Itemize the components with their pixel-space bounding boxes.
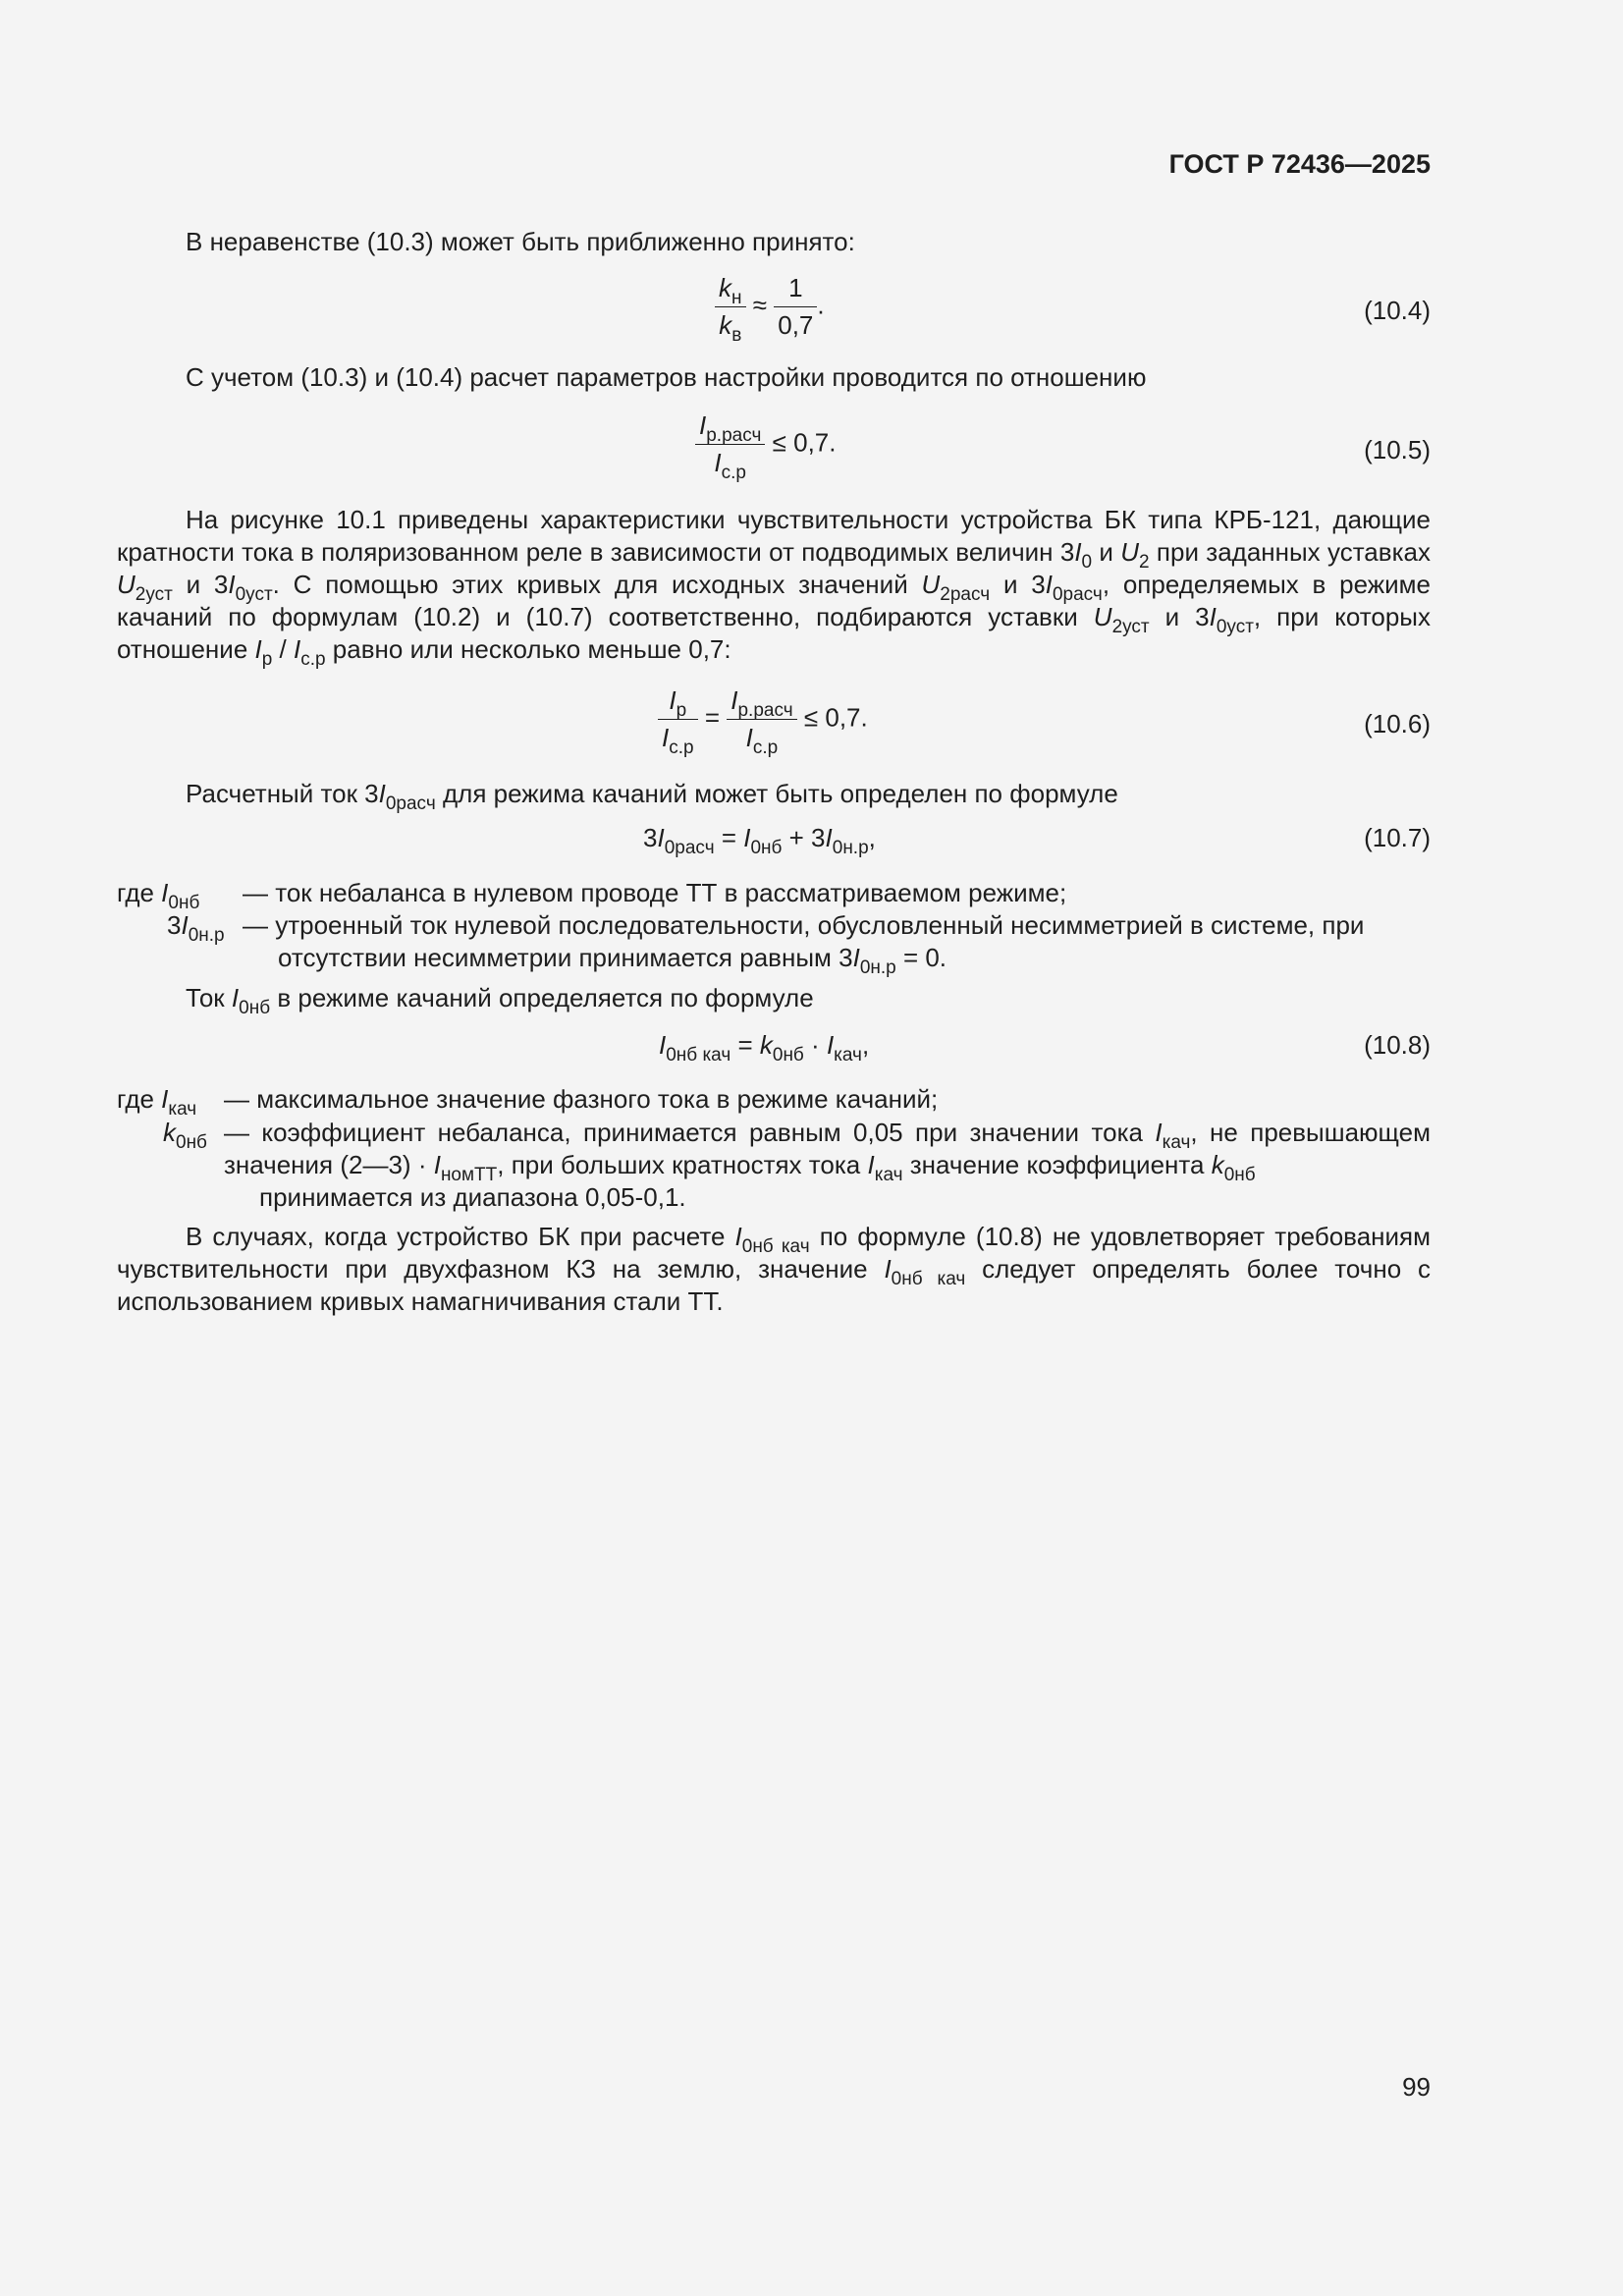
- paragraph-5: Ток $I_{0нб}$ в режиме качаний определяется по формуле: [186, 983, 814, 1018]
- paragraph-3: На рисунке 10.1 приведены характеристики чувствительности устройства БК типа КРБ-121, дающие кратности тока в поляризованном реле в зависимости от подводимых величин $3I_0$ и $U_2$ при заданных уставках $U_{2уст}$ и $3I_{0уст}$. С помощью этих кривых для исходных значений $U_{2расч}$ и $3I_{0расч}$, определяемых в режиме качаний по формулам (10.2) и (10.7) соответственно, подбираются уставки $U_{2уст}$ и $3I_{0уст}$, при которых отношение $I_р / I_{с.р}$ равно или несколько меньше 0,7:: [117, 505, 1431, 670]
- definition-text-3i0np: — утроенный ток нулевой последовательности, обусловленный несимметрией в системе, при: [243, 910, 1365, 940]
- paragraph-2: С учетом (10.3) и (10.4) расчет параметров настройки проводится по отношению: [186, 362, 1147, 392]
- document-header: ГОСТ Р 72436—2025: [1168, 149, 1431, 179]
- definition-term-3i0np: $3I_{0н.р}$: [167, 910, 225, 946]
- definition-text-k0nb-cont: принимается из диапазона 0,05-0,1.: [259, 1182, 686, 1212]
- definition-text-ikach: — максимальное значение фазного тока в режиме качаний;: [224, 1084, 939, 1114]
- equation-label-10-8: (10.8): [1364, 1030, 1431, 1060]
- paragraph-4: Расчетный ток $3I_{0расч}$ для режима качаний может быть определен по формуле: [186, 779, 1118, 814]
- paragraph-1: В неравенстве (10.3) может быть приближенно принято:: [186, 227, 855, 256]
- definition-text-3i0np-cont: отсутствии несимметрии принимается равным $3I_{0н.р} = 0$.: [278, 943, 947, 978]
- equation-label-10-6: (10.6): [1364, 709, 1431, 738]
- definition-text-i0nb: — ток небаланса в нулевом проводе ТТ в рассматриваемом режиме;: [243, 878, 1067, 907]
- page-number: 99: [1402, 2072, 1431, 2102]
- equation-10-4: $\frac{k_н}{k_в}$ ≈ $\frac{1}{0,7}$ .: [715, 273, 825, 341]
- equation-10-8: $I_{0нб кач} = k_{0нб} \cdot I_{кач}$,: [659, 1030, 870, 1066]
- equation-10-5: $\frac{I_{р.расч}}{I_{с.р}}$ ≤ 0,7.: [695, 410, 837, 478]
- equation-10-6: $\frac{I_р}{I_{с.р}}$ = $\frac{I_{р.расч}}{I_{с.р}}$ ≤ 0,7.: [658, 685, 868, 753]
- equation-10-7: $3I_{0расч} = I_{0нб} + 3I_{0н.р}$,: [643, 823, 876, 858]
- definition-term-k0nb: $k_{0нб}$: [163, 1118, 207, 1153]
- equation-label-10-4: (10.4): [1364, 296, 1431, 325]
- paragraph-6: В случаях, когда устройство БК при расчете $I_{0нб кач}$ по формуле (10.8) не удовлетворяет требованиям чувствительности при двухфазном КЗ на землю, значение $I_{0нб кач}$ следует определять более точно с использованием кривых намагничивания стали ТТ.: [117, 1222, 1431, 1316]
- definition-text-k0nb: — коэффициент небаланса, принимается равным 0,05 при значении тока $I_{кач}$, не превышающем значения (2—3) · $I_{номТТ}$, при больших кратностях тока $I_{кач}$ значение коэффициента $k_{0нб}$: [224, 1118, 1431, 1185]
- definition-term-ikach: где $I_{кач}$: [117, 1084, 197, 1120]
- equation-label-10-5: (10.5): [1364, 435, 1431, 465]
- definition-term-i0nb: где $I_{0нб}$: [117, 878, 200, 913]
- equation-label-10-7: (10.7): [1364, 823, 1431, 852]
